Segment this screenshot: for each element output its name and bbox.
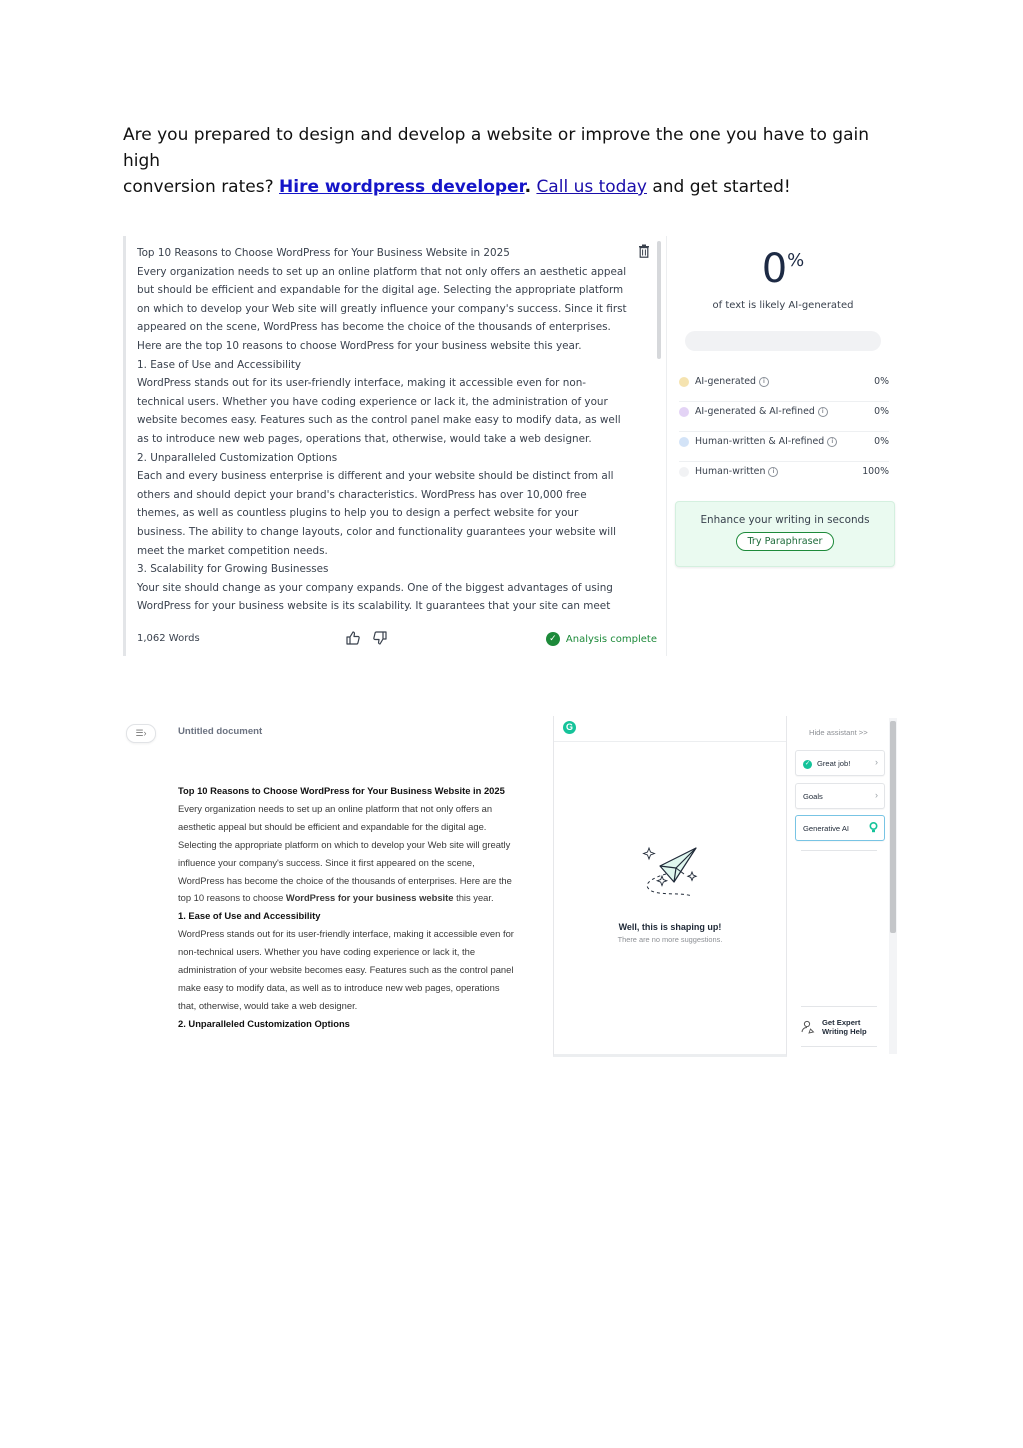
chevron-right-icon: › [875,790,878,800]
detector-paragraph: WordPress stands out for its user-friendly interface, making it accessible even for non-technical users. Whether you have coding experience or lack it, the administration of your website becomes easy. Features such as the control panel make easy to modify data, as well as to introduce new web pages, operations that, otherwise, would take a web designer. [137,377,621,445]
intro-paragraph [123,122,883,200]
scrollbar-thumb[interactable] [890,721,896,933]
legend-row-label [695,436,837,447]
intro-line-2-start: conversion rates? [123,177,280,197]
sidebar-divider [801,1046,877,1047]
info-icon[interactable]: i [759,377,769,387]
lightbulb-icon [869,822,878,835]
legend-value: 0% [874,436,889,447]
intro-period: . [524,177,532,197]
legend-row [679,372,889,402]
ai-detector-screenshot [123,236,903,656]
detector-paragraph: Your site should change as your company expands. One of the biggest advantages of using WordPress for your business website is its scalability. It guarantees that your site can meet [137,581,613,613]
legend-value: 100% [862,466,889,477]
try-paraphraser-button[interactable]: Try Paraphraser [736,532,833,551]
detector-text-area[interactable] [137,244,627,614]
editor-subheading: 2. Unparalleled Customization Options [178,1017,350,1029]
grammarly-screenshot [123,716,903,1058]
chevron-right-icon: › [875,757,878,767]
ai-percentage [673,246,893,292]
percent-symbol: % [787,250,805,271]
hire-developer-link[interactable]: Hire wordpress developer [279,177,525,197]
editor-p1-start: Every organization needs to set up an online platform that not only offers an aesthetic appeal but should be efficient and expandable for the digital age. Selecting the appropriate platform on which to develop your Web site will greatly influence your company's success. Since it first appeared on the scene, WordPress has become the choice of the thousands of enterprises. Here are the top 10 reasons to choose [178,802,512,904]
text-scrollbar[interactable] [657,241,661,359]
thumbs-down-icon[interactable] [372,630,388,646]
legend-dot [679,407,689,417]
info-icon[interactable]: i [818,407,828,417]
editor-subheading: 1. Ease of Use and Accessibility [178,910,321,922]
detector-paragraph: 3. Scalability for Growing Businesses [137,563,329,576]
expert-label [822,1018,867,1036]
detector-paragraph: Top 10 Reasons to Choose WordPress for Your Business Website in 2025 [137,247,510,259]
legend-dot [679,467,689,477]
editor-heading: Top 10 Reasons to Choose WordPress for Your Business Website in 2025 [178,785,505,796]
assistant-sidebar [791,716,899,1054]
detector-results-panel [673,236,903,656]
assistant-message: Well, this is shaping up! [618,922,722,932]
sidebar-divider [801,1006,877,1007]
hide-assistant-button[interactable]: Hide assistant >> [809,728,868,737]
thumbs-up-icon[interactable] [345,630,361,646]
legend-row-label [695,406,828,417]
expert-user-icon [801,1020,815,1034]
intro-line-1: Are you prepared to design and develop a website or improve the one you have to gain high [123,125,869,171]
document-title[interactable]: Untitled document [178,726,263,737]
goals-card[interactable] [795,783,885,809]
grammarly-logo: G [563,721,576,734]
panel-divider [554,741,786,742]
detector-paragraph: Each and every business enterprise is different and your website should be distinct from all others and should depict your brand's characteristics. WordPress has over 10,000 free themes, as well as countless plugins to help you to design a perfect website for your business. The ability to change layouts, color and functionality guarantees your website will meet the market competition needs. [137,470,616,557]
editor-paragraph: WordPress stands out for its user-friendly interface, making it accessible even for non-technical users. Whether you have coding experience or lack it, the administration of your website becomes easy. Features such as the control panel make easy to modify data, as well as to introduce new web pages, operations that, otherwise, would take a web designer. [178,928,514,1011]
detector-text-panel [123,236,667,656]
detector-paragraph: Every organization needs to set up an online platform that not only offers an aesthetic appeal but should be efficient and expandable for the digital age. Selecting the appropriate platform on which to develop your Web site will greatly influence your company's success. Since it first appeared on the scene, WordPress has become the choice of the thousands of enterprises. Here are the top 10 reasons to choose WordPress for your business website this year. [137,265,627,352]
ai-score-bar [685,331,881,351]
editor-paragraph [178,800,518,907]
analysis-status-label: Analysis complete [565,634,657,645]
legend-value: 0% [874,406,889,417]
analysis-status [546,632,657,646]
classification-legend [679,372,889,491]
expert-line-1: Get Expert [822,1018,861,1027]
legend-value: 0% [874,376,889,387]
card-label: Great job! [817,759,851,768]
detector-paragraph: 1. Ease of Use and Accessibility [137,358,302,371]
editor-p1-bold: WordPress for your business website [285,892,454,904]
window-scrollbar[interactable] [889,718,897,1054]
legend-dot [679,377,689,387]
great-job-label-wrap [803,759,850,769]
info-icon[interactable]: i [768,467,778,477]
info-icon[interactable]: i [827,437,837,447]
percent-label: of text is likely AI-generated [712,300,854,311]
editor-p1-end: this year. [453,892,494,904]
word-count: 1,062 Words [137,633,200,644]
legend-label: Human-written [695,466,766,477]
enhance-text: Enhance your writing in seconds [700,514,870,526]
detector-paragraph: 2. Unparalleled Customization Options [137,451,338,464]
call-us-link[interactable]: Call us today [536,177,647,197]
legend-dot [679,437,689,447]
legend-row [679,462,889,491]
feedback-buttons [345,630,396,649]
check-icon: ✓ [804,760,811,767]
great-job-card[interactable] [795,750,885,776]
legend-label: Human-written & AI-refined [695,436,825,447]
detector-footer [137,630,657,650]
editor-body[interactable] [178,782,518,1058]
legend-row-label [695,376,769,387]
generative-ai-card[interactable] [795,815,885,841]
trash-icon[interactable] [638,244,650,258]
menu-icon[interactable]: ☰› [126,724,156,743]
percent-value: 0 [761,246,788,292]
expert-line-2: Writing Help [822,1027,867,1036]
enhance-card [675,501,895,567]
legend-label: AI-generated & AI-refined [695,406,815,417]
card-label: Generative AI [803,824,850,833]
legend-row-label [695,466,778,477]
paper-plane-icon [640,844,704,902]
sidebar-divider [801,850,877,851]
check-circle-icon: ✓ [546,632,560,646]
legend-label: AI-generated [695,376,756,387]
assistant-panel [553,716,787,1057]
assistant-submessage: There are no more suggestions. [617,935,723,944]
legend-row [679,402,889,432]
card-label: Goals [803,792,823,801]
legend-row [679,432,889,462]
intro-line-2-end: and get started! [646,177,791,197]
